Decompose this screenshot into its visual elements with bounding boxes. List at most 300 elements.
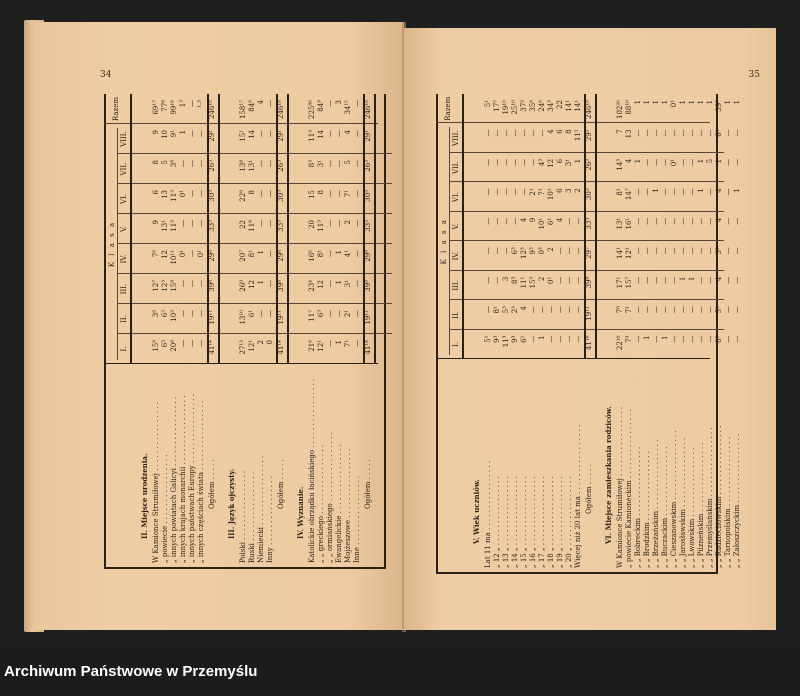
cell-value: 84⁶ — [248, 100, 256, 112]
cell-value: — — [688, 335, 696, 343]
cell-value: 12¹ — [625, 247, 633, 259]
cell-value: 7³ — [625, 335, 633, 343]
row-label: „ „ Tarnopolskim . . . . . . . . . . . . . . . . — [724, 437, 732, 568]
cell-value: 4³ — [538, 158, 546, 167]
row-label: „ powiecie Kamioneckim . . . . . . . . . . . . . . . . — [625, 409, 633, 568]
row-label: Mojżeszowe . . . . . . . . . . . . . . . . — [344, 448, 352, 563]
cell-value: — — [661, 158, 669, 166]
cell-value: 3⁸ — [170, 160, 178, 168]
row-label: „ „ Bobreckim . . . . . . . . . . . . . . . . — [634, 446, 642, 568]
cell-value: — — [670, 217, 678, 225]
cell-value: — — [197, 220, 205, 227]
cell-value: 1 — [643, 100, 651, 105]
cell-value: 1 — [335, 340, 343, 345]
klasa-underline — [117, 128, 118, 360]
cell-value: — — [188, 160, 196, 167]
cell-value: — — [502, 158, 510, 166]
cell-value: — — [724, 247, 732, 255]
row-label: Ruski . . . . . . . . . . . . . . . . — [248, 471, 256, 563]
cell-value: — — [733, 306, 741, 314]
row-label: „ 12 „ . . . . . . . . . . . . . . . . — [493, 476, 501, 568]
cell-value: — — [697, 217, 705, 225]
cell-value: 11³ — [170, 190, 178, 202]
cell-value: — — [511, 158, 519, 166]
cell-value: 27¹³ — [239, 340, 247, 355]
cell-value: 1 — [733, 100, 741, 105]
header-rule — [130, 94, 132, 364]
cell-value: 6 — [152, 190, 160, 195]
section-rule — [287, 94, 289, 364]
cell-value: 1 — [715, 158, 723, 164]
column-header: VI. — [120, 193, 128, 205]
cell-value: 4 — [520, 306, 528, 311]
cell-value: 7¹ — [344, 190, 352, 198]
column-header: III. — [120, 283, 128, 295]
total-label: Ogółem . . . . . — [364, 459, 372, 509]
total-value: 29⁷ — [585, 247, 593, 259]
cell-value: — — [706, 306, 714, 314]
cell-value: 1 — [661, 100, 669, 105]
cell-value: — — [733, 129, 741, 137]
row-label: „ „ Radziechowskim . . . . . . . . . . . . . . . . — [715, 425, 723, 568]
cell-value: 9 — [152, 130, 160, 135]
cell-value: 4 — [344, 130, 352, 135]
right-page — [404, 28, 776, 630]
cell-value: 0 — [266, 340, 274, 345]
cell-value: — — [538, 306, 546, 314]
cell-value: — — [652, 335, 660, 343]
cell-value: — — [353, 130, 361, 137]
cell-value: — — [502, 217, 510, 225]
cell-value: — — [493, 158, 501, 166]
section-rule — [595, 94, 597, 359]
row-label: „ 16 „ . . . . . . . . . . . . . . . . — [529, 476, 537, 568]
cell-value: — — [661, 306, 669, 314]
cell-value: — — [484, 306, 492, 314]
row-label: W Kamionce Strumiłowej . . . . . . . . . . . . . . . . — [616, 406, 624, 568]
cell-value: — — [565, 306, 573, 314]
cell-value: 13 — [161, 190, 169, 199]
total-value: 26³ — [277, 160, 285, 172]
cell-value: 1 — [688, 276, 696, 282]
cell-value: 1 — [634, 158, 642, 164]
cell-value: — — [574, 217, 582, 225]
cell-value: 13¹ — [161, 220, 169, 232]
cell-value: — — [353, 220, 361, 227]
cell-value: — — [634, 129, 642, 137]
cell-value: — — [353, 340, 361, 347]
cell-value: 9 — [529, 217, 537, 223]
cell-value: 69¹⁷ — [152, 100, 160, 115]
cell-value: — — [493, 217, 501, 225]
cell-value: — — [502, 247, 510, 255]
cell-value: — — [679, 158, 687, 166]
cell-value: — — [574, 247, 582, 255]
cell-value: 4¹ — [344, 250, 352, 258]
column-header: IV. — [120, 254, 128, 264]
row-label: „ 15 „ . . . . . . . . . . . . . . . . — [520, 476, 528, 568]
cell-value: 11⁸ — [248, 220, 256, 232]
cell-value: — — [353, 250, 361, 257]
row-label: Inny . . . . . . . . . . . . . . . . — [266, 476, 274, 563]
row-label: „ „ Pilzneńskim . . . . . . . . . . . . . . . . — [697, 442, 705, 568]
cell-value: — — [335, 310, 343, 317]
total-value: 26³ — [364, 160, 372, 172]
cell-value: 2¹ — [529, 188, 537, 196]
cell-value: — — [679, 306, 687, 314]
cell-value: 5¹ — [484, 335, 492, 343]
cell-value: — — [326, 190, 334, 197]
cell-value: — — [197, 280, 205, 287]
cell-value: — — [266, 280, 274, 287]
cell-value: 12¹ — [248, 340, 256, 352]
cell-value: 3¹ — [344, 280, 352, 288]
total-value: 41¹⁴ — [277, 340, 285, 355]
cell-value: — — [326, 250, 334, 257]
row-label: „ „ Przemyślańskim . . . . . . . . . . . . . . . . — [706, 427, 714, 568]
column-header: I. — [120, 346, 128, 352]
cell-value: 1 — [634, 100, 642, 105]
cell-value: 1 — [688, 100, 696, 105]
total-value: 29⁸ — [364, 250, 372, 262]
cell-value: — — [335, 160, 343, 167]
row-label: „ 17 „ . . . . . . . . . . . . . . . . — [538, 476, 546, 568]
cell-value: 6³ — [161, 310, 169, 318]
cell-value: 10¹ — [538, 217, 546, 230]
cell-value: 12 — [248, 280, 256, 289]
cell-value: — — [565, 247, 573, 255]
cell-value: — — [484, 129, 492, 137]
cell-value: — — [634, 217, 642, 225]
cell-value: — — [353, 310, 361, 317]
cell-value: 7¹ — [625, 306, 633, 314]
cell-value: — — [257, 130, 265, 137]
page-number-right: 35 — [748, 70, 760, 80]
right_page-rotated-table — [436, 94, 741, 574]
column-header: IV. — [452, 251, 460, 261]
cell-value: — — [335, 130, 343, 137]
cell-value: — — [484, 188, 492, 196]
cell-value: — — [502, 129, 510, 137]
cell-value: 20 — [308, 220, 316, 229]
cell-value: — — [556, 335, 564, 343]
cell-value: 6 — [556, 188, 564, 193]
cell-value: — — [661, 276, 669, 284]
cell-value: 5¹ — [715, 306, 723, 314]
cell-value: — — [679, 217, 687, 225]
total-value: 39⁸ — [277, 280, 285, 292]
cell-value: 7 — [616, 129, 624, 134]
cell-value: — — [670, 306, 678, 314]
cell-value: — — [257, 190, 265, 197]
cell-value: 12³ — [161, 280, 169, 292]
cell-value: — — [670, 129, 678, 137]
row-label: „ „ Brodzkim . . . . . . . . . . . . . . . . — [643, 451, 651, 568]
cell-value: — — [188, 280, 196, 287]
left-page — [34, 22, 404, 630]
row-label: „ innych krajach monarchii . . . . . . . . . . . . . . . . — [179, 395, 187, 563]
cell-value: — — [529, 306, 537, 314]
cell-value: 225⁸⁶ — [308, 100, 316, 119]
cell-value: 1 — [733, 188, 741, 193]
cell-value: — — [670, 335, 678, 343]
cell-value: 0¹ — [197, 250, 205, 258]
cell-value: — — [484, 158, 492, 166]
cell-value: — — [706, 247, 714, 255]
cell-value: — — [733, 276, 741, 284]
row-label: W Kamionce Strumiłowej . . . . . . . . . . . . . . . . — [152, 401, 160, 563]
total-value: 29¹ — [277, 130, 285, 142]
cell-value: — — [257, 160, 265, 167]
total-value: 30³ — [585, 188, 593, 201]
left_page-rotated-table — [104, 94, 386, 569]
row-label: Ewangelickie . . . . . . . . . . . . . . . . — [335, 444, 343, 563]
cell-value: 11⁷ — [308, 310, 316, 322]
cell-value: 39⁷ — [715, 100, 723, 112]
cell-value: 1 — [697, 188, 705, 193]
cell-value: 1³ — [179, 100, 187, 108]
cell-value: 8 — [317, 190, 325, 195]
cell-value: — — [697, 247, 705, 255]
cell-value: 22 — [239, 220, 247, 229]
total-value: 33³ — [585, 217, 593, 230]
section-title: VI. Miejsce zamieszkania rodziców. — [604, 406, 613, 544]
cell-value: 2¹ — [344, 310, 352, 318]
cell-value: — — [326, 160, 334, 167]
cell-value: 14 — [317, 130, 325, 139]
cell-value: 34¹⁵ — [344, 100, 352, 115]
cell-value: — — [547, 335, 555, 343]
cell-value: 1 — [724, 100, 732, 105]
cell-value: 2 — [257, 340, 265, 345]
cell-value: 6³ — [511, 247, 519, 255]
cell-value: — — [511, 188, 519, 196]
section-rule — [218, 94, 220, 364]
cell-value: — — [520, 129, 528, 137]
cell-value: — — [724, 158, 732, 166]
cell-value: 11³ — [502, 335, 510, 348]
total-value: 29¹ — [364, 130, 372, 142]
column-header: VII. — [120, 162, 128, 176]
cell-value: — — [634, 188, 642, 196]
cell-value: 3 — [502, 276, 510, 282]
cell-value: 1 — [661, 335, 669, 341]
cell-value: 1 — [697, 158, 705, 164]
cell-value: 1 — [574, 158, 582, 164]
cell-value: — — [634, 335, 642, 343]
cell-value: — — [733, 335, 741, 343]
section-title: III. Język ojczysty. — [227, 468, 236, 539]
cell-value: — — [670, 276, 678, 284]
cell-value: 0¹ — [179, 250, 187, 258]
cell-value: 4 — [715, 217, 723, 223]
row-label: Niemiecki . . . . . . . . . . . . . . . . — [257, 455, 265, 563]
cell-value: 15⁷ — [625, 276, 633, 289]
cell-value: — — [335, 190, 343, 197]
cell-value: — — [724, 217, 732, 225]
cell-value: 12¹ — [317, 340, 325, 352]
cell-value: 21⁶ — [308, 340, 316, 352]
cell-value: 1 — [335, 280, 343, 285]
total-value: 39⁸ — [208, 280, 216, 292]
cell-value: 5 — [706, 158, 714, 164]
total-label: Ogółem . . . . . — [277, 459, 285, 509]
cell-value: — — [565, 276, 573, 284]
row-label: „ 19 „ . . . . . . . . . . . . . . . . — [556, 476, 564, 568]
cell-value: — — [643, 158, 651, 166]
cell-value: — — [574, 335, 582, 343]
cell-value: 11³ — [317, 220, 325, 232]
cell-value: — — [724, 276, 732, 284]
cell-value: — — [326, 220, 334, 227]
klasa-header: K l a s a — [440, 218, 448, 265]
cell-value: 7⁸ — [616, 306, 624, 314]
cell-value: 0³ — [538, 247, 546, 255]
total-value: 246¹⁸ — [364, 100, 372, 119]
cell-value: — — [733, 217, 741, 225]
cell-value: 13¹ — [616, 217, 624, 230]
total-value: 41¹⁶ — [585, 335, 593, 351]
cell-value: — — [697, 276, 705, 284]
column-header: V. — [452, 223, 460, 230]
cell-value: — — [706, 217, 714, 225]
cell-value: — — [511, 129, 519, 137]
cell-value: — — [652, 276, 660, 284]
cell-value: 11¹ — [520, 276, 528, 289]
cell-value: 9³ — [493, 335, 501, 343]
cell-value: — — [179, 310, 187, 317]
cell-value: — — [688, 129, 696, 137]
klasa-header: K l a s a — [108, 220, 116, 268]
cell-value: — — [266, 160, 274, 167]
cell-value: 8¹ — [317, 250, 325, 258]
cell-value: — — [326, 340, 334, 347]
cell-value: — — [688, 306, 696, 314]
cell-value: 84⁹ — [317, 100, 325, 112]
cell-value: — — [179, 340, 187, 347]
column-header: III. — [452, 280, 460, 291]
cell-value: — — [706, 276, 714, 284]
cell-value: 13¹⁰ — [239, 310, 247, 325]
cell-value: 0¹ — [547, 276, 555, 284]
cell-value: — — [688, 217, 696, 225]
cell-value: 15³ — [529, 276, 537, 289]
cell-value: 5¹ — [484, 100, 492, 108]
cell-value: — — [688, 158, 696, 166]
cell-value: 14¹ — [565, 100, 573, 112]
total-value: 246¹⁸ — [277, 100, 285, 119]
cell-value: — — [197, 310, 205, 317]
cell-value: — — [643, 217, 651, 225]
cell-value: — — [670, 247, 678, 255]
cell-value: 9¹ — [170, 130, 178, 138]
cell-value: — — [197, 130, 205, 137]
cell-value: 37³ — [520, 100, 528, 112]
cell-value: 1 — [679, 276, 687, 282]
cell-value: 99¹⁸ — [170, 100, 178, 115]
cell-value: — — [706, 188, 714, 196]
total-value: 246¹⁸ — [208, 100, 216, 119]
cell-value: 102²⁰ — [616, 100, 624, 119]
cell-value: 5 — [344, 160, 352, 165]
cell-value: 77⁸ — [161, 100, 169, 112]
cell-value: 2 — [538, 276, 546, 282]
column-header: VIII. — [120, 131, 128, 147]
cell-value: 11³ — [170, 220, 178, 232]
cell-value: 22⁸ — [239, 190, 247, 202]
cell-value: — — [697, 335, 705, 343]
cell-value: 6³ — [317, 310, 325, 318]
column-header: VIII. — [452, 130, 460, 146]
total-value: 29⁸ — [208, 250, 216, 262]
cell-value: — — [706, 335, 714, 343]
cell-value: — — [197, 160, 205, 167]
cell-value: 35⁸ — [529, 100, 537, 112]
cell-value: — — [697, 306, 705, 314]
cell-value: 6¹ — [547, 217, 555, 226]
cell-value: — — [188, 250, 196, 257]
cell-value: 12 — [161, 250, 169, 259]
total-value: 33³ — [208, 220, 216, 232]
cell-value: — — [652, 217, 660, 225]
cell-value: 1 — [679, 100, 687, 105]
cell-value: 4 — [547, 129, 555, 134]
row-label: Lat 11 ma . . . . . . . . . . . . . . . . — [484, 460, 492, 568]
cell-value: 17⁷ — [493, 100, 501, 112]
cell-value: 6¹ — [248, 310, 256, 318]
cell-value: 8³ — [308, 160, 316, 168]
cell-value: 11¹ — [574, 129, 582, 142]
cell-value: — — [643, 247, 651, 255]
cell-value: 7¹ — [538, 188, 546, 196]
cell-value: — — [679, 335, 687, 343]
cell-value: — — [266, 100, 274, 107]
section-rule — [374, 94, 376, 364]
cell-value: 7⁸ — [152, 250, 160, 258]
cell-value: 15⁸ — [170, 280, 178, 292]
cell-value: — — [706, 129, 714, 137]
column-header: VII. — [452, 161, 460, 175]
total-value: 30³ — [364, 190, 372, 202]
cell-value: 14¹ — [574, 100, 582, 112]
cell-value: — — [353, 280, 361, 287]
cell-value: 14 — [248, 130, 256, 139]
cell-value: — — [188, 190, 196, 197]
cell-value: — — [652, 129, 660, 137]
cell-value: — — [556, 247, 564, 255]
cell-value: — — [493, 129, 501, 137]
cell-value: — — [556, 276, 564, 284]
cell-value: 0¹ — [670, 158, 678, 167]
cell-value: — — [266, 190, 274, 197]
cell-value: ¹·³ — [197, 100, 205, 108]
cell-value: 4 — [715, 276, 723, 282]
cell-value: 14¹ — [616, 247, 624, 259]
row-label: „ „ ormiańskiego . . . . . . . . . . . . . . . . — [326, 432, 334, 563]
total-value: 26³ — [208, 160, 216, 172]
cell-value: — — [353, 100, 361, 107]
cell-value: 5³ — [502, 306, 510, 314]
cell-value: — — [661, 188, 669, 196]
row-label: Polski . . . . . . . . . . . . . . . . — [239, 470, 247, 563]
row-label: Więcej niż 20 lat ma . . . . . . . . . . . . . . . . — [574, 424, 582, 568]
cell-value: — — [493, 188, 501, 196]
cell-value: — — [353, 160, 361, 167]
cell-value: 12³ — [520, 247, 528, 259]
cell-value: 23⁴ — [308, 280, 316, 292]
cell-value: 1 — [538, 335, 546, 341]
cell-value: — — [724, 129, 732, 137]
